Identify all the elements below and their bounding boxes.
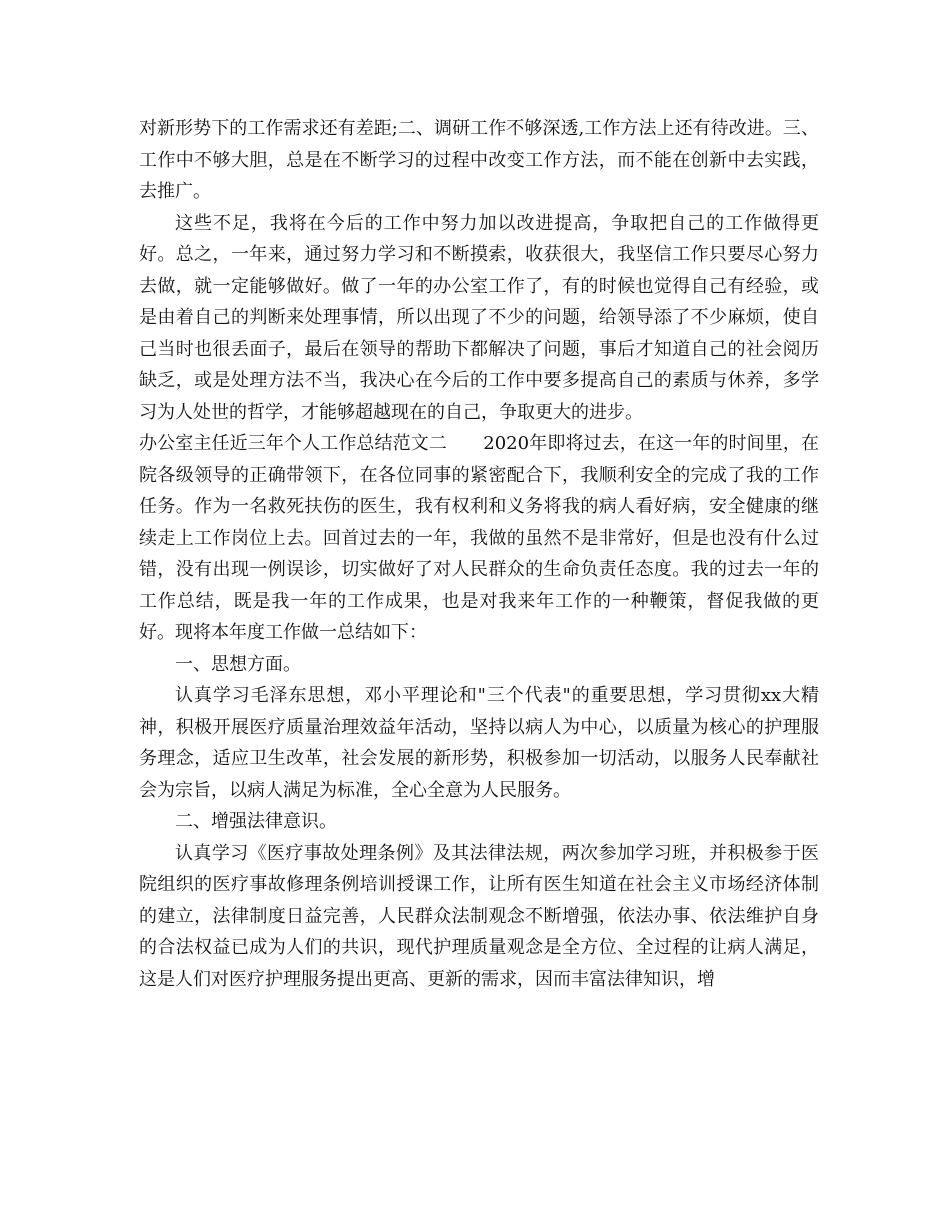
section-heading-thought: 一、思想方面。 xyxy=(175,653,301,675)
paragraph-5: 认真学习《医疗事故处理条例》及其法律法规，两次参加学习班，并积极参于医院组织的医疗事故修理条例培训授课工作，让所有医生知道在社会主义市场经济体制的建立，法律制度日益完善，人民群众法制观念不断增强，依法办事、依法维护自身的合法权益已成为人们的共识，现代护理质量观念是全方位、全过程的让病人满足，这是人们对医疗护理服务提出更高、更新的需求，因而丰富法律知识，增 xyxy=(139,842,819,990)
paragraph-3: 办公室主任近三年个人工作总结范文二 2020年即将过去，在这一年的时间里，在院各级领导的正确带领下，在各位同事的紧密配合下，我顺利安全的完成了我的工作任务。作为一名救死扶伤的医生，我有权利和义务将我的病人看好病，安全健康的继续走上工作岗位上去。回首过去的一年，我做的虽然不是非常好，但是也没有什么过错，没有出现一例误诊，切实做好了对人民群众的生命负责任态度。我的过去一年的工作总结，既是我一年的工作成果，也是对我来年工作的一种鞭策，督促我做的更好。现将本年度工作做一总结如下： xyxy=(139,433,819,643)
paragraph-4: 认真学习毛泽东思想，邓小平理论和"三个代表"的重要思想，学习贯彻xx大精神，积极开展医疗质量治理效益年活动，坚持以病人为中心，以质量为核心的护理服务理念，适应卫生改革，社会发展的新形势，积极参加一切活动，以服务人民奉献社会为宗旨，以病人满足为标准，全心全意为人民服务。 xyxy=(139,685,819,801)
section-heading-law: 二、增强法律意识。 xyxy=(175,811,337,832)
paragraph-1: 对新形势下的工作需求还有差距;二、调研工作不够深透,工作方法上还有待改进。三、工作中不够大胆，总是在不断学习的过程中改变工作方法，而不能在创新中去实践，去推广。 xyxy=(139,118,819,202)
paragraph-2: 这些不足，我将在今后的工作中努力加以改进提高，争取把自己的工作做得更好。总之，一年来，通过努力学习和不断摸索，收获很大，我坚信工作只要尽心努力去做，就一定能够做好。做了一年的办公室工作了，有的时候也觉得自己有经验，或是由着自己的判断来处理事情，所以出现了不少的问题，给领导添了不少麻烦，使自己当时也很丢面子，最后在领导的帮助下都解决了问题，事后才知道自己的社会阅历缺乏，或是处理方法不当，我决心在今后的工作中要多提高自己的素质与休养，多学习为人处世的哲学，才能够超越现在的自己，争取更大的进步。 xyxy=(139,212,819,423)
document-body xyxy=(139,113,819,995)
